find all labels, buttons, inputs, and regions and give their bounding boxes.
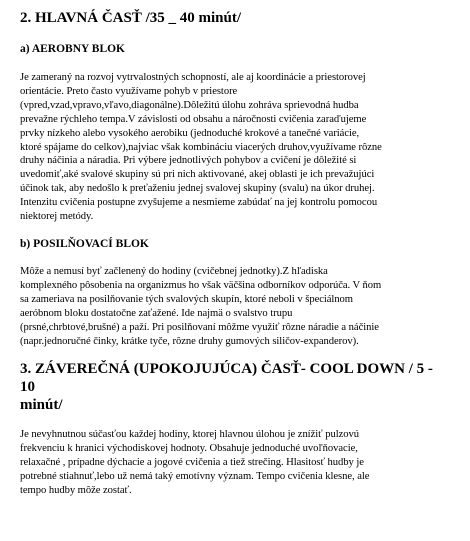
subheading-strength-block: b) POSILŇOVACÍ BLOK — [20, 237, 149, 250]
text-line: Je zameraný na rozvoj vytrvalostných schopností, ale aj koordinácie a priestorovej — [20, 72, 366, 83]
paragraph-aerobic-block — [20, 71, 450, 224]
text-line: tempo hudby môže zostať. — [20, 485, 132, 497]
text-line: Môže a nemusí byť začlenený do hodiny (cvičebnej jednotky).Z hľadiska — [20, 265, 328, 277]
text-line: niektorej metódy. — [20, 211, 94, 223]
text-line: Je nevyhnutnou súčasťou každej hodiny, ktorej hlavnou úlohou je znížiť pulzovú — [20, 429, 359, 441]
text-line: (vpred,vzad,vpravo,vľavo,diagonálne).Dôležitú úlohu zohráva sprievodná hudba — [20, 99, 359, 111]
title-line: minút/ — [20, 397, 63, 414]
text-line: uvedomiť,aké svalové skupiny sú pri nich aktivované, akej oblasti je ich prevažujúci — [20, 169, 375, 181]
text-line: účinok tak, aby nedošlo k preťaženiu jednej svalovej skupiny (svalu) na úkor druhej. — [20, 183, 375, 195]
paragraph-strength-block — [20, 265, 450, 348]
text-line: frekvenciu k hranici východiskovej hodnoty. Obsahuje jednoduché uvoľňovacie, — [20, 443, 358, 455]
text-line: ktoré spájame do celkov),najviac však kombináciu viacerých druhov,využívame rôzne — [20, 141, 382, 153]
text-line: aeróbnom bloku dostatočne zaťažené. Ide najmä o svalstvo trupu — [20, 307, 293, 319]
text-line: druhy náčinia a náradia. Pri výbere jednotlivých pohybov a cvičení je dôležité si — [20, 155, 357, 167]
text-line: orientácie. Preto často využívame pohyb v priestore — [20, 85, 238, 97]
text-line: komplexného pôsobenia na organizmus ho však väčšina odborníkov odporúča. V ňom — [20, 279, 382, 291]
text-line: Intenzitu cvičenia postupne zvyšujeme a nesmieme zabúdať na jej kontrolu pomocou — [20, 197, 378, 209]
subheading-aerobic-block: a) AEROBNY BLOK — [20, 43, 126, 55]
text-line: prevažne rýchleho tempa.V závislosti od obsahu a náročnosti cvičenia zaraďujeme — [20, 113, 367, 125]
text-line: sa zameriava na posilňovanie tých svalových skupín, ktoré neboli v špeciálnom — [20, 293, 353, 305]
paragraph-cool-down — [20, 428, 450, 498]
text-line: prvky nízkeho alebo vysokého aerobiku (jednoduché krokové a tanečné variácie, — [20, 127, 360, 139]
text-line: potrebné stiahnuť,lebo už nemá taký emotívny význam. Tempo cvičenia klesne, ale — [20, 471, 370, 483]
title-line: 3. ZÁVEREČNÁ (UPOKOJUJÚCA) ČASŤ- COOL DOWN / 5 - 10 — [20, 361, 433, 396]
text-line: (prsné,chrbtové,brušné) a paží. Pri posilňovaní môžme využiť rôzne náradie a náčinie — [20, 321, 379, 333]
section-title-main-part: 2. HLAVNÁ ČASŤ /35 _ 40 minút/ — [20, 10, 242, 26]
text-line: (napr.jednoručné činky, krátke tyče, rôzne druhy gumových siličov-expanderov). — [20, 335, 359, 347]
section-title-cool-down — [20, 360, 450, 414]
text-line: relaxačné , prípadne dýchacie a jogové cvičenia a tiež strečing. Hlasitosť hudby je — [20, 457, 364, 469]
